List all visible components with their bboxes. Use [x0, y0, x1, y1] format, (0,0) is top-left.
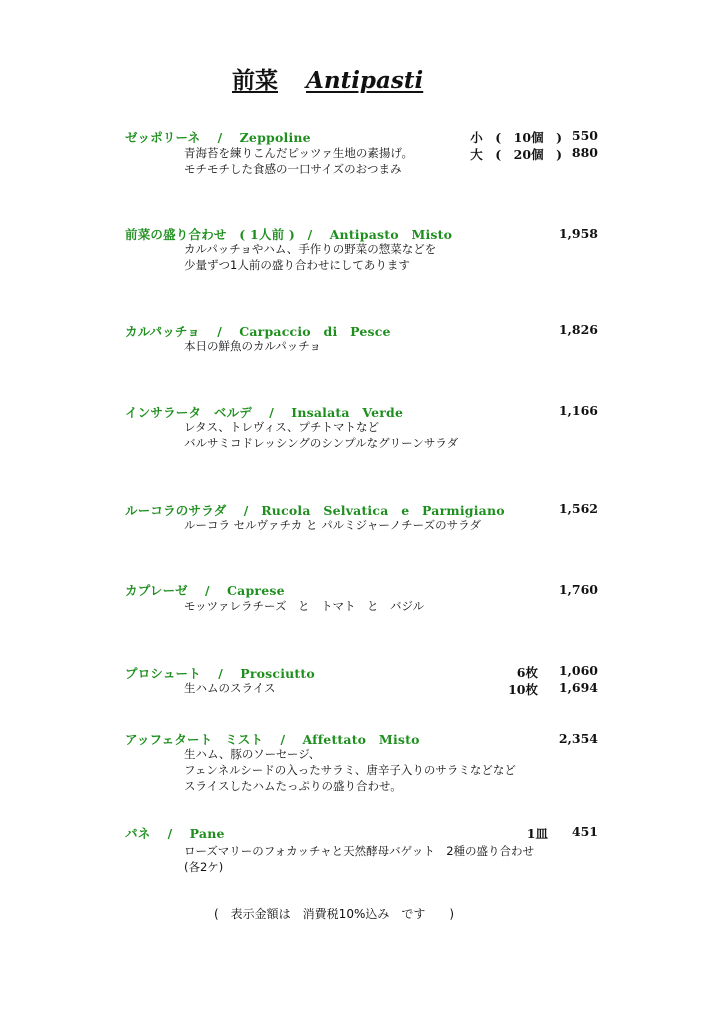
option-label: 10枚 [508, 682, 538, 697]
tax-note: ( 表示金額は 消費税10%込み です ) [214, 907, 455, 921]
item-desc: スライスしたハムたっぷりの盛り合わせ。 [184, 779, 402, 793]
option-label: 大 ( 20個 ) [470, 147, 562, 162]
item-desc: カルパッチョやハム、手作りの野菜の惣菜などを [184, 242, 437, 256]
item-price: 1,958 [558, 226, 598, 241]
item-desc: モッツァレラチーズ と トマト と バジル [184, 599, 425, 613]
item-name-prosciutto: プロシュート / Prosciutto [125, 666, 315, 681]
item-price: 880 [571, 145, 598, 160]
item-desc: レタス、トレヴィス、プチトマトなど [184, 420, 380, 434]
item-price: 1,060 [558, 663, 598, 678]
item-desc: 青海苔を練りこんだピッツァ生地の素揚げ。 [184, 146, 413, 160]
item-price: 1,562 [558, 501, 598, 516]
item-name-affettato-misto: アッフェタート ミスト / Affettato Misto [125, 732, 420, 747]
item-price: 2,354 [558, 731, 598, 746]
item-name-zeppoline: ゼッポリーネ / Zeppoline [125, 130, 311, 145]
item-name-carpaccio: カルパッチョ / Carpaccio di Pesce [125, 324, 391, 339]
item-desc: モチモチした食感の一口サイズのおつまみ [184, 162, 402, 176]
item-price: 1,694 [558, 680, 598, 695]
item-desc: 生ハムのスライス [184, 681, 276, 695]
item-name-pane: パネ / Pane [125, 826, 225, 841]
item-price: 1,826 [558, 322, 598, 337]
page-title [232, 62, 423, 95]
option-label: 小 ( 10個 ) [470, 130, 562, 145]
item-name-insalata-verde: インサラータ ベルデ / Insalata Verde [125, 405, 404, 420]
item-price: 1,760 [558, 582, 598, 597]
title-jp: 前菜 [232, 68, 278, 94]
option-label: 6枚 [516, 665, 538, 680]
item-desc: ローズマリーのフォカッチャと天然酵母バゲット 2種の盛り合わせ [184, 844, 535, 858]
title-it: Antipasti [306, 67, 424, 94]
item-desc: ルーコラ セルヴァチカ と パルミジャーノチーズのサラダ [184, 518, 481, 532]
item-price: 451 [571, 824, 598, 839]
item-desc: (各2ケ) [184, 860, 224, 874]
item-price: 1,166 [558, 403, 598, 418]
item-desc: 生ハム、豚のソーセージ、 [184, 747, 321, 761]
item-desc: 少量ずつ1人前の盛り合わせにしてあります [184, 258, 410, 272]
item-name-antipasto-misto: 前菜の盛り合わせ ( 1人前 ) / Antipasto Misto [125, 227, 453, 242]
item-desc: フェンネルシードの入ったサラミ、唐辛子入りのサラミなどなど [184, 763, 516, 777]
item-name-rucola: ルーコラのサラダ / Rucola Selvatica e Parmigiano [125, 503, 505, 518]
item-name-caprese: カプレーゼ / Caprese [125, 583, 285, 598]
item-price: 550 [571, 128, 598, 143]
item-desc: 本日の鮮魚のカルパッチョ [184, 339, 321, 353]
item-desc: バルサミコドレッシングのシンプルなグリーンサラダ [184, 436, 459, 450]
option-label: 1皿 [526, 826, 548, 841]
